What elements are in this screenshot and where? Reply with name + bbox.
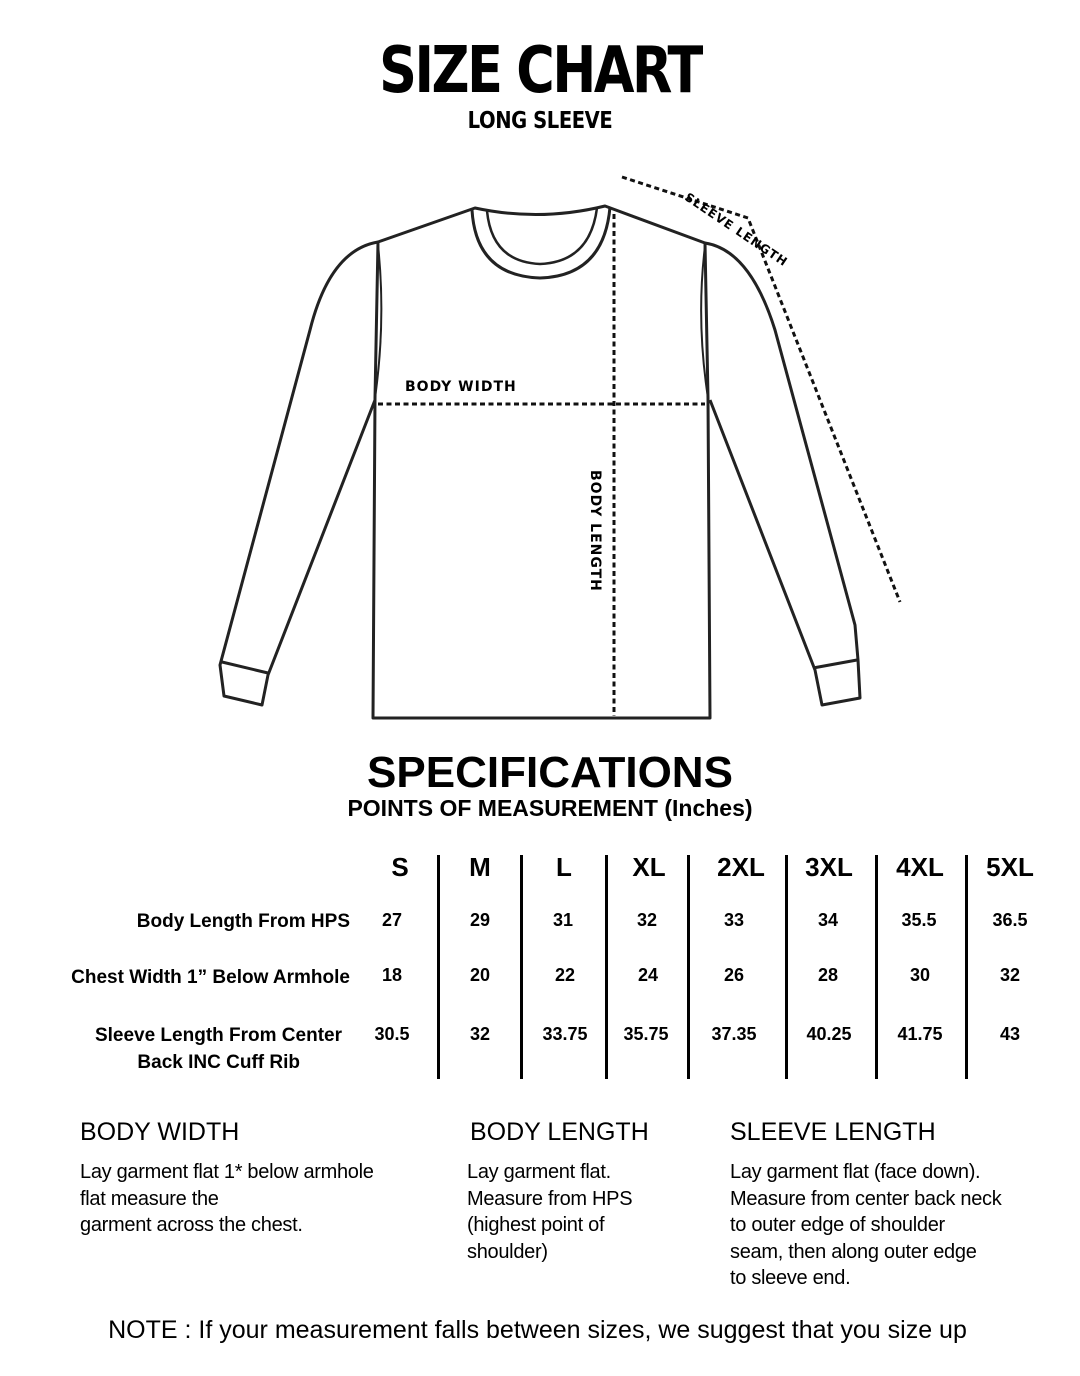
body-length-label: BODY LENGTH — [587, 470, 603, 592]
table-cell: 32 — [636, 910, 658, 930]
column-divider — [875, 855, 878, 1079]
size-header-s: S — [391, 852, 409, 882]
size-header-l: L — [556, 852, 572, 882]
table-cell: 32 — [999, 965, 1021, 985]
size-header-xl: XL — [632, 852, 666, 882]
body-width-heading: BODY WIDTH — [80, 1118, 240, 1146]
row-label-chest-width: Chest Width 1” Below Armhole — [71, 967, 350, 988]
page-title: SIZE CHART — [379, 34, 701, 108]
table-cell: 30 — [909, 965, 931, 985]
body-length-heading: BODY LENGTH — [470, 1118, 649, 1146]
table-cell: 40.25 — [806, 1024, 852, 1044]
table-cell: 27 — [381, 910, 403, 930]
table-cell: 29 — [469, 910, 491, 930]
column-divider — [965, 855, 968, 1079]
page-subtitle: LONG SLEEVE — [467, 108, 613, 134]
table-cell: 24 — [637, 965, 659, 985]
size-header-m: M — [469, 852, 491, 882]
table-cell: 35.75 — [623, 1024, 669, 1044]
shirt-collar — [472, 207, 610, 278]
table-cell: 30.5 — [374, 1024, 410, 1044]
left-sleeve-outline — [220, 242, 378, 705]
table-cell: 43 — [999, 1024, 1021, 1044]
table-cell: 32 — [469, 1024, 491, 1044]
table-cell: 33 — [723, 910, 745, 930]
sleeve-length-label: SLEEVE LENGTH — [682, 190, 791, 270]
size-header-5xl: 5XL — [986, 852, 1034, 882]
sizing-note: NOTE : If your measurement falls between sizes, we suggest that you size up — [108, 1316, 967, 1344]
row-label-body-length: Body Length From HPS — [136, 911, 350, 932]
sleeve-length-heading: SLEEVE LENGTH — [730, 1118, 936, 1146]
table-cell: 20 — [469, 965, 491, 985]
table-cell: 37.35 — [711, 1024, 757, 1044]
body-length-instructions: Lay garment flat. Measure from HPS (highest point of shoulder) — [467, 1161, 633, 1263]
row-label-sleeve-length-line2: Back INC Cuff Rib — [137, 1052, 300, 1073]
shirt-body-outline — [373, 206, 710, 718]
size-header-4xl: 4XL — [896, 852, 944, 882]
long-sleeve-shirt-diagram — [0, 140, 1080, 730]
table-cell: 35.5 — [901, 910, 937, 930]
specifications-heading: SPECIFICATIONS — [367, 748, 733, 797]
size-header-2xl: 2XL — [717, 852, 765, 882]
right-sleeve-outline — [705, 243, 860, 705]
table-cell: 26 — [723, 965, 745, 985]
column-divider — [520, 855, 523, 1079]
table-cell: 28 — [817, 965, 839, 985]
size-header-3xl: 3XL — [805, 852, 853, 882]
specifications-subheading: POINTS OF MEASUREMENT (Inches) — [347, 795, 753, 821]
table-cell: 18 — [381, 965, 403, 985]
table-cell: 22 — [554, 965, 576, 985]
table-cell: 34 — [817, 910, 839, 930]
table-cell: 36.5 — [992, 910, 1028, 930]
row-label-sleeve-length: Sleeve Length From Center — [94, 1025, 342, 1046]
table-cell: 33.75 — [542, 1024, 588, 1044]
table-cell: 31 — [552, 910, 574, 930]
table-cell: 41.75 — [897, 1024, 943, 1044]
body-width-instructions: Lay garment flat 1* below armhole flat measure the garment across the chest. — [80, 1161, 374, 1236]
sleeve-length-instructions: Lay garment flat (face down). Measure from center back neck to outer edge of shoulder seam, then along outer edge to sleeve end. — [730, 1161, 1002, 1289]
body-width-label: BODY WIDTH — [405, 379, 517, 395]
